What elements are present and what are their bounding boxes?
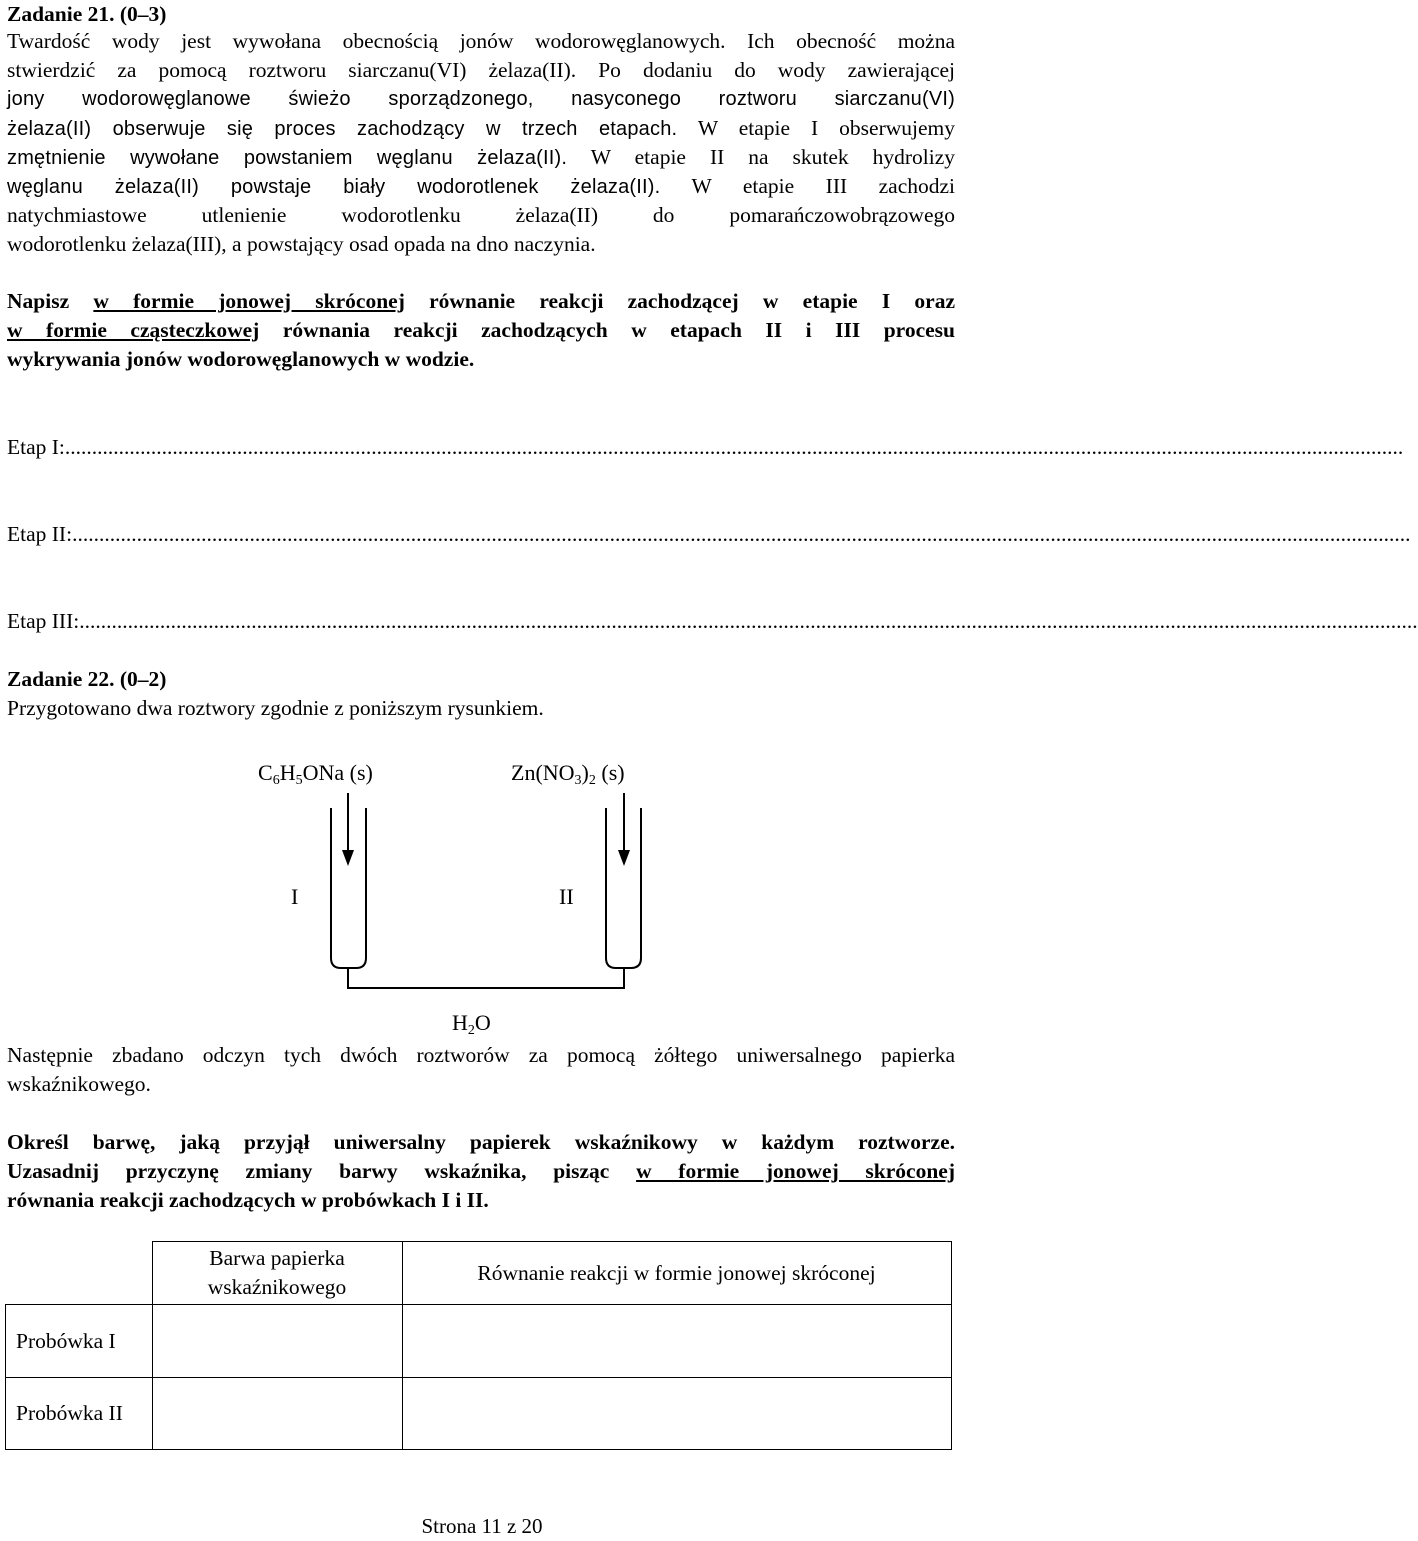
header-color-line: wskaźnikowego	[207, 1275, 347, 1299]
answer-cell-color-1[interactable]	[152, 1305, 402, 1378]
water-connector	[348, 968, 624, 988]
task21-text: W etapie III zachodzi	[660, 174, 955, 198]
tube-1-label: I	[291, 884, 299, 909]
tube-2-label: II	[559, 884, 574, 909]
answer-dots: .........................................................................................................................................................................................................................................................	[79, 609, 1418, 633]
instruction-text: Napisz	[7, 289, 94, 313]
instruction-text: Uzasadnij przyczynę zmiany barwy wskaźnika, pisząc	[7, 1159, 637, 1183]
task21-title: Zadanie 21. (0–3)	[7, 2, 167, 26]
instruction-line: wykrywania jonów wodorowęglanowych w wodzie.	[7, 347, 475, 371]
page-footer: Strona 11 z 20	[421, 1514, 543, 1538]
etap3-label: Etap III:	[7, 609, 80, 633]
answer-cell-equation-1[interactable]	[402, 1305, 951, 1378]
instruction-text: równania reakcji zachodzących w etapach II i III procesu	[259, 318, 955, 342]
answer-cell-equation-2[interactable]	[402, 1378, 951, 1450]
instruction-underlined: w formie cząsteczkowej	[7, 318, 260, 342]
description-line: Następnie zbadano odczyn tych dwóch roztworów za pomocą żółtego uniwersalnego papierka	[7, 1043, 955, 1067]
row-label-probowka-2: Probówka II	[6, 1378, 153, 1450]
reagent1-label: $C_6H_5ONa$ (s)	[258, 760, 373, 788]
water-label: $H_2O$	[452, 1010, 491, 1038]
task21-line: Twardość wody jest wywołana obecnością jonów wodorowęglanowych. Ich obecność można	[7, 29, 955, 53]
answer-table	[5, 1241, 952, 1450]
task21-text: węglanu żelaza(II) powstaje biały wodorotlenek żelaza(II).	[7, 176, 661, 198]
table-corner	[6, 1242, 153, 1305]
task22-instruction	[7, 1128, 955, 1218]
task21-text: W etapie I obserwujemy	[677, 116, 955, 140]
task21-text: W etapie II na skutek hydrolizy	[567, 145, 955, 169]
task21-text: żelaza(II) obserwuje się proces zachodzący w trzech etapach.	[7, 118, 678, 140]
reagent2-label: $Zn(NO_3)_2$ (s)	[511, 760, 625, 788]
instruction-line: równania reakcji zachodzących w probówkach I i II.	[7, 1188, 489, 1212]
etap1-label: Etap I:	[7, 435, 65, 459]
task22-description	[7, 1041, 955, 1101]
task21-text: zmętnienie wywołane powstaniem węglanu żelaza(II).	[7, 147, 568, 169]
etap2-label: Etap II:	[7, 522, 73, 546]
header-color-line: Barwa papierka	[209, 1246, 345, 1270]
task22-title: Zadanie 22. (0–2)	[7, 667, 167, 691]
instruction-text: równanie reakcji zachodzącej w etapie I oraz	[404, 289, 955, 313]
task22-intro: Przygotowano dwa roztwory zgodnie z poniższym rysunkiem.	[7, 696, 544, 720]
instruction-line: Określ barwę, jaką przyjął uniwersalny papierek wskaźnikowy w każdym roztworze.	[7, 1130, 955, 1154]
arrow-2-head	[618, 850, 630, 866]
header-color	[152, 1242, 402, 1305]
instruction-underlined: w formie jonowej skróconej	[93, 289, 405, 313]
arrow-1-head	[342, 850, 354, 866]
header-equation: Równanie reakcji w formie jonowej skróconej	[402, 1242, 951, 1305]
task21-line: stwierdzić za pomocą roztworu siarczanu(VI) żelaza(II). Po dodaniu do wody zawierającej	[7, 58, 955, 82]
row-label-probowka-1: Probówka I	[6, 1305, 153, 1378]
instruction-underlined: w formie jonowej skróconej	[636, 1159, 956, 1183]
task21-line: wodorotlenku żelaza(III), a powstający osad opada na dno naczynia.	[7, 232, 596, 256]
task21-line: natychmiastowe utlenienie wodorotlenku żelaza(II) do pomarańczowobrązowego	[7, 203, 955, 227]
description-line: wskaźnikowego.	[7, 1072, 151, 1096]
instruction-line	[7, 1157, 955, 1186]
answer-dots: .........................................................................................................................................................................................................................................................	[72, 522, 1411, 546]
task21-line: jony wodorowęglanowe świeżo sporządzonego, nasyconego roztworu siarczanu(VI)	[7, 88, 955, 110]
answer-cell-color-2[interactable]	[152, 1378, 402, 1450]
answer-dots: .........................................................................................................................................................................................................................................................	[64, 435, 1404, 459]
